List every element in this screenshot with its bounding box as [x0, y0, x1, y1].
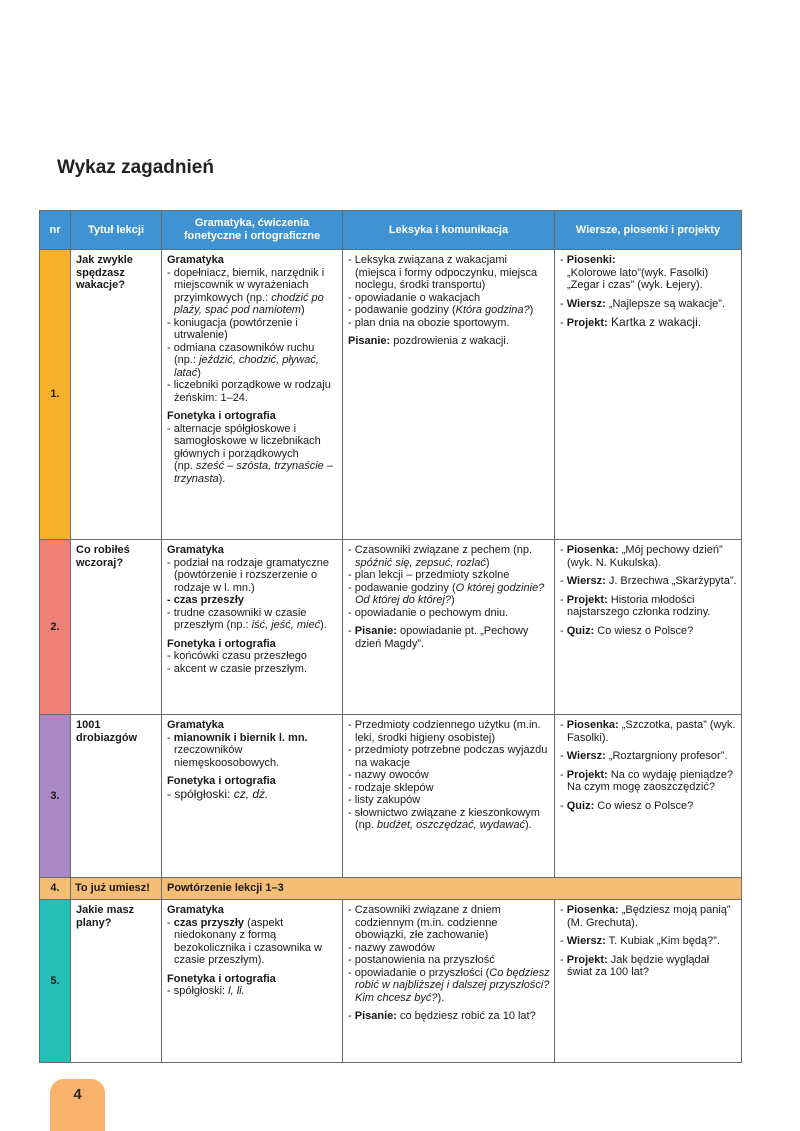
lesson-title: Jakie masz plany? [71, 900, 162, 1063]
list-item: - akcent w czasie przeszłym. [167, 663, 338, 676]
list-item: - przedmioty potrzebne podczas wyjazdu na wakacje [348, 744, 550, 769]
lesson-title: Co robiłeś wczoraj? [71, 540, 162, 715]
phonetics-heading: Fonetyka i ortografia [167, 775, 276, 787]
topics-table [39, 210, 742, 1063]
header-poems-songs-projects: Wiersze, piosenki i projekty [555, 211, 742, 250]
list-item: - Wiersz: „Roztargniony profesor”. [560, 750, 737, 763]
phonetics-list [167, 788, 338, 801]
review-row [40, 878, 742, 900]
list-item: - końcówki czasu przeszłego [167, 650, 338, 663]
table-row [40, 715, 742, 878]
projects-list [560, 544, 737, 637]
list-item: - odmiana czasowników ruchu (np.: jeździć, chodzić, pływać, latać) [167, 342, 338, 380]
review-content: Powtórzenie lekcji 1–3 [162, 878, 742, 900]
list-item: - nazwy owoców [348, 769, 550, 782]
header-grammar: Gramatyka, ćwiczenia fonetyczne i ortograficzne [162, 211, 343, 250]
grammar-cell [162, 900, 343, 1063]
list-item: - Quiz: Co wiesz o Polsce? [560, 625, 737, 638]
list-item: - opowiadanie o wakacjach [348, 292, 550, 305]
list-item: - Piosenka: „Mój pechowy dzień” (wyk. N. Kukulska). [560, 544, 737, 569]
grammar-list [167, 267, 338, 405]
vocabulary-list [348, 904, 550, 1023]
list-item: - Piosenka: „Szczotka, pasta” (wyk. Fasolki). [560, 719, 737, 744]
list-item: - mianownik i biernik l. mn. rzeczowników niemęskoosobowych. [167, 732, 338, 770]
grammar-cell [162, 540, 343, 715]
list-item: - listy zakupów [348, 794, 550, 807]
lesson-title: 1001 drobiazgów [71, 715, 162, 878]
list-item: - opowiadanie o pechowym dniu. [348, 607, 550, 620]
list-item: - koniugacja (powtórzenie i utrwalenie) [167, 317, 338, 342]
lesson-number: 1. [40, 250, 71, 540]
writing-task: Pisanie: pozdrowienia z wakacji. [348, 335, 509, 347]
vocabulary-list [348, 544, 550, 650]
list-item: - opowiadanie o przyszłości (Co będziesz robić w najbliższej i dalszej przyszłości? Kim chcesz być?). [348, 967, 550, 1005]
page-number-tab [50, 1079, 105, 1131]
list-item: - Wiersz: J. Brzechwa „Skarżypyta”. [560, 575, 737, 588]
lesson-number: 2. [40, 540, 71, 715]
projects-list [560, 719, 737, 812]
phonetics-heading: Fonetyka i ortografia [167, 410, 276, 422]
list-item: - plan lekcji – przedmioty szkolne [348, 569, 550, 582]
header-nr: nr [40, 211, 71, 250]
page-number: 4 [73, 1086, 82, 1103]
projects-cell [555, 900, 742, 1063]
list-item: - plan dnia na obozie sportowym. [348, 317, 550, 330]
lesson-number: 5. [40, 900, 71, 1063]
header-vocabulary: Leksyka i komunikacja [343, 211, 555, 250]
projects-list [560, 254, 737, 330]
grammar-heading: Gramatyka [167, 544, 224, 556]
vocabulary-list [348, 254, 550, 329]
projects-cell [555, 715, 742, 878]
list-item: - spółgłoski: l, li. [167, 985, 338, 998]
list-item: - Leksyka związana z wakacjami (miejsca i formy odpoczynku, miejsca noclegu, środki transportu) [348, 254, 550, 292]
grammar-heading: Gramatyka [167, 254, 224, 266]
list-item: - Pisanie: co będziesz robić za 10 lat? [348, 1010, 550, 1023]
phonetics-list [167, 423, 338, 486]
list-item: - Czasowniki związane z dniem codziennym (m.in. codzienne obowiązki, złe zachowanie) [348, 904, 550, 942]
phonetics-heading: Fonetyka i ortografia [167, 637, 276, 650]
lesson-number: 4. [40, 878, 71, 900]
list-item: - Projekt: Kartka z wakacji. [560, 316, 737, 330]
grammar-heading: Gramatyka [167, 719, 224, 731]
list-item: - czas przeszły [167, 594, 338, 607]
list-item: - Piosenki: „Kolorowe lato”(wyk. Fasolki) „Zegar i czas” (wyk. Łejery). [560, 254, 737, 292]
list-item: - Pisanie: opowiadanie pt. „Pechowy dzień Magdy”. [348, 625, 550, 650]
grammar-cell [162, 715, 343, 878]
list-item: - Przedmioty codziennego użytku (m.in. leki, środki higieny osobistej) [348, 719, 550, 744]
list-item: - spółgłoski: cz, dż. [167, 788, 338, 801]
grammar-list [167, 917, 338, 967]
list-item: - podział na rodzaje gramatyczne (powtórzenie i rozszerzenie o rodzaje w l. mn.) [167, 557, 338, 595]
vocabulary-cell [343, 540, 555, 715]
list-item: - trudne czasowniki w czasie przeszłym (np.: iść, jeść, mieć). [167, 607, 338, 632]
vocabulary-list [348, 719, 550, 832]
projects-cell [555, 250, 742, 540]
list-item: - rodzaje sklepów [348, 782, 550, 795]
list-item: - Projekt: Jak będzie wyglądał świat za 100 lat? [560, 954, 737, 979]
phonetics-list [167, 985, 338, 998]
phonetics-list [167, 650, 338, 675]
projects-cell [555, 540, 742, 715]
list-item: - dopełniacz, biernik, narzędnik i miejscownik w wyrażeniach przyimkowych (np.: chodzić po plaży, spać pod namiotem) [167, 267, 338, 317]
list-item: - Piosenka: „Będziesz moją panią” (M. Grechuta). [560, 904, 737, 929]
grammar-heading: Gramatyka [167, 904, 224, 916]
header-lesson-title: Tytuł lekcji [71, 211, 162, 250]
projects-list [560, 904, 737, 979]
vocabulary-cell [343, 250, 555, 540]
list-item: - liczebniki porządkowe w rodzaju żeńskim: 1–24. [167, 379, 338, 404]
list-item: - Projekt: Historia młodości najstarszego członka rodziny. [560, 594, 737, 619]
phonetics-heading: Fonetyka i ortografia [167, 972, 276, 985]
list-item: - czas przyszły (aspekt niedokonany z formą bezokolicznika i czasownika w czasie przeszłym). [167, 917, 338, 967]
list-item: - Czasowniki związane z pechem (np. spóźnić się, zepsuć, rozlać) [348, 544, 550, 569]
table-row [40, 540, 742, 715]
vocabulary-cell [343, 715, 555, 878]
grammar-list [167, 732, 338, 770]
grammar-cell [162, 250, 343, 540]
list-item: - alternacje spółgłoskowe i samogłoskowe w liczebnikach głównych i porządkowych (np. sześć – szósta, trzynaście – trzynasta). [167, 423, 338, 486]
lesson-title: To już umiesz! [71, 878, 162, 900]
list-item: - Wiersz: „Najlepsze są wakacje”. [560, 298, 737, 311]
table-row [40, 250, 742, 540]
lesson-number: 3. [40, 715, 71, 878]
list-item: - Wiersz: T. Kubiak „Kim będą?”. [560, 935, 737, 948]
list-item: - Projekt: Na co wydaję pieniądze? Na czym mogę zaoszczędzić? [560, 769, 737, 794]
list-item: - nazwy zawodów [348, 942, 550, 955]
grammar-list [167, 557, 338, 632]
list-item: - podawanie godziny (Która godzina?) [348, 304, 550, 317]
vocabulary-cell [343, 900, 555, 1063]
page-title: Wykaz zagadnień [57, 157, 214, 178]
table-row [40, 900, 742, 1063]
list-item: - słownictwo związane z kieszonkowym (np. budżet, oszczędzać, wydawać). [348, 807, 550, 832]
table-header-row [40, 211, 742, 250]
list-item: - podawanie godziny (O której godzinie? Od której do której?) [348, 582, 550, 607]
lesson-title: Jak zwykle spędzasz wakacje? [71, 250, 162, 540]
list-item: - postanowienia na przyszłość [348, 954, 550, 967]
list-item: - Quiz: Co wiesz o Polsce? [560, 800, 737, 813]
